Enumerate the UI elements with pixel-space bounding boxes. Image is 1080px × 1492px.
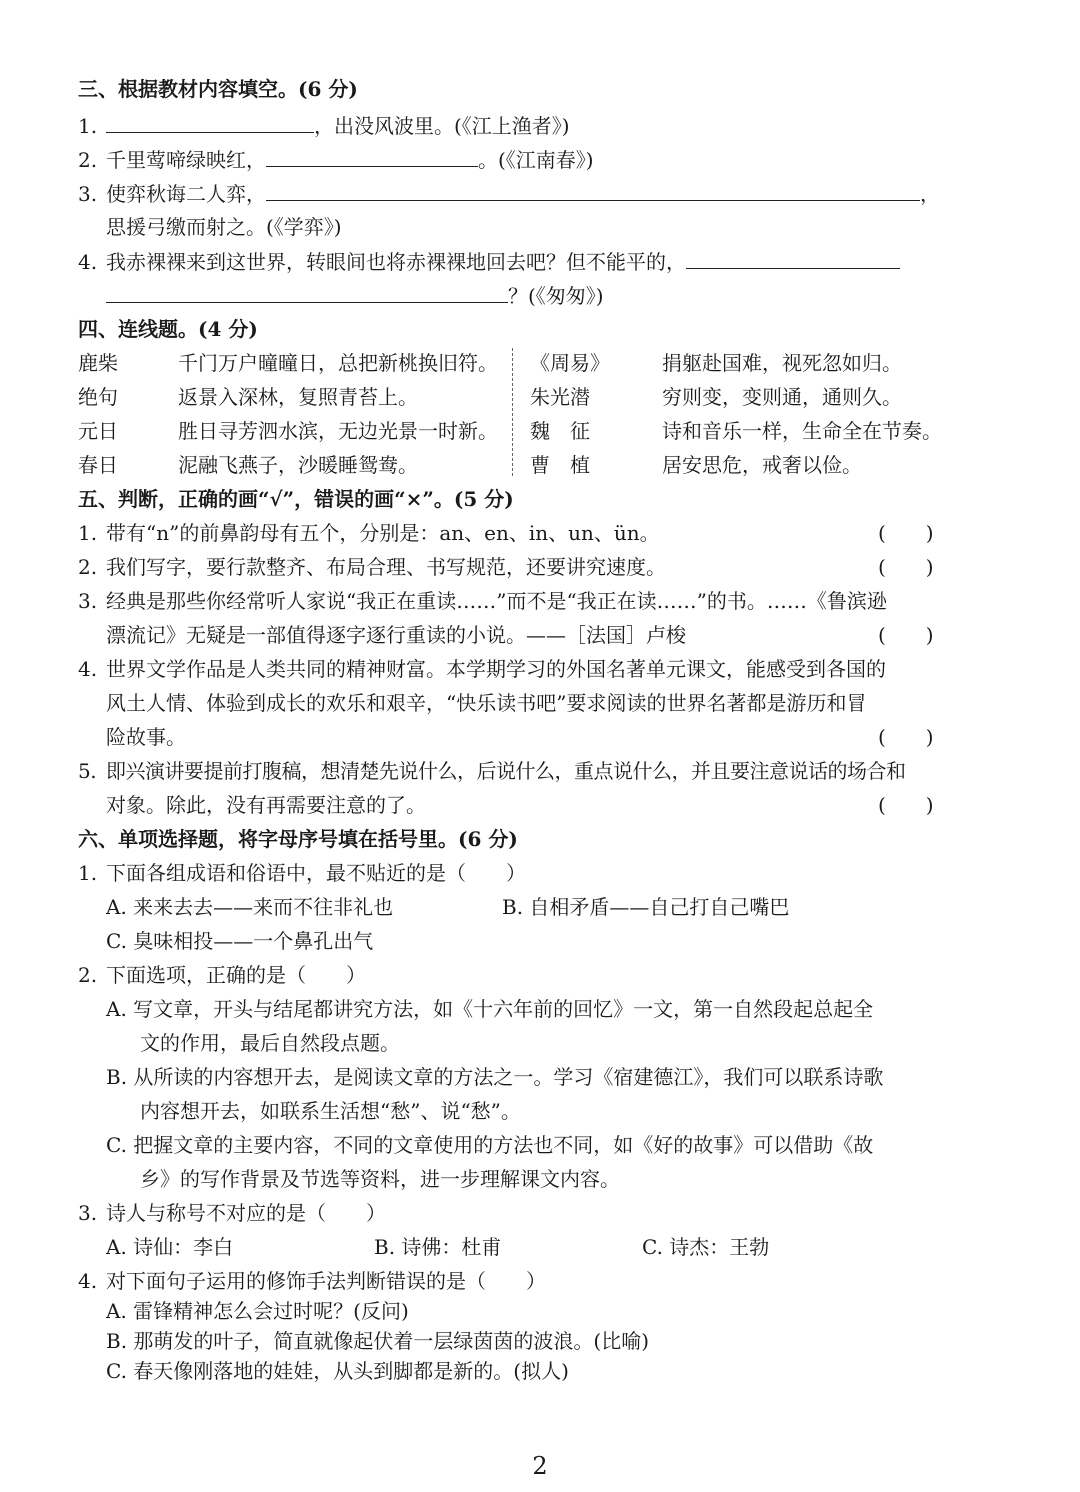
match-left-verse[interactable]: 返景入深林，复照青苔上。 xyxy=(178,385,418,409)
s3-question-4-line2: ？(《匆匆》) xyxy=(106,280,604,311)
s3-question-4: 4. 我赤裸裸来到这世界，转眼间也将赤裸裸地回去吧？但不能平的， xyxy=(78,246,900,277)
s3-question-3-line2: 思援弓缴而射之。(《学弈》) xyxy=(106,215,342,239)
judge-item-3-line2: 漂流记》无疑是一部值得逐字逐行重读的小说。——［法国］卢梭 xyxy=(106,623,686,647)
judge-item-5: 5. 即兴演讲要提前打腹稿，想清楚先说什么，后说什么，重点说什么，并且要注意说话的场合和 xyxy=(78,759,906,783)
match-right-quote[interactable]: 穷则变，变则通，通则久。 xyxy=(662,385,902,409)
fill-blank[interactable] xyxy=(266,144,478,167)
judge-item-3: 3. 经典是那些你经常听人家说“我正在重读……”而不是“我正在读……”的书。……《鲁滨逊 xyxy=(78,589,887,613)
match-left-verse[interactable]: 千门万户曈曈日，总把新桃换旧符。 xyxy=(178,351,498,375)
match-right-quote[interactable]: 捐躯赴国难，视死忽如归。 xyxy=(662,351,902,375)
match-left-term[interactable]: 绝句 xyxy=(78,385,118,409)
option-a[interactable]: A. 诗仙：李白 xyxy=(106,1235,234,1259)
s3-question-3: 3. 使弈秋诲二人弈， ， xyxy=(78,178,940,209)
option-c[interactable]: C. 把握文章的主要内容，不同的文章使用的方法也不同，如《好的故事》可以借助《故 xyxy=(106,1133,874,1157)
match-left-term[interactable]: 鹿柴 xyxy=(78,351,118,375)
match-right-quote[interactable]: 诗和音乐一样，生命全在节奏。 xyxy=(662,419,942,443)
choice-question-3: 3. 诗人与称号不对应的是（ ） xyxy=(78,1201,386,1225)
match-right-source[interactable]: 魏 征 xyxy=(530,419,590,443)
judge-item-4-line2: 风土人情、体验到成长的欢乐和艰辛，“快乐读书吧”要求阅读的世界名著都是游历和冒 xyxy=(106,691,867,715)
match-left-verse[interactable]: 胜日寻芳泗水滨，无边光景一时新。 xyxy=(178,419,498,443)
fill-blank[interactable] xyxy=(106,110,314,133)
match-right-source[interactable]: 曹 植 xyxy=(530,453,590,477)
section-5-heading: 五、判断，正确的画“√”，错误的画“×”。(5 分) xyxy=(78,487,514,511)
section-3-heading: 三、根据教材内容填空。(6 分) xyxy=(78,77,358,101)
answer-paren[interactable]: ( ) xyxy=(878,521,934,545)
option-b[interactable]: B. 从所读的内容想开去，是阅读文章的方法之一。学习《宿建德江》，我们可以联系诗歌 xyxy=(106,1065,884,1089)
option-c-line2: 乡》的写作背景及节选等资料，进一步理解课文内容。 xyxy=(140,1167,620,1191)
answer-paren[interactable]: ( ) xyxy=(878,725,934,749)
answer-paren[interactable]: ( ) xyxy=(878,555,934,579)
match-left-verse[interactable]: 泥融飞燕子，沙暖睡鸳鸯。 xyxy=(178,453,418,477)
option-a-line2: 文的作用，最后自然段点题。 xyxy=(140,1031,400,1055)
match-left-term[interactable]: 春日 xyxy=(78,453,118,477)
choice-question-2: 2. 下面选项，正确的是（ ） xyxy=(78,963,366,987)
s3-question-2: 2. 千里莺啼绿映红， 。(《江南春》) xyxy=(78,144,594,175)
page-number: 2 xyxy=(532,1452,548,1480)
section-4-heading: 四、连线题。(4 分) xyxy=(78,317,258,341)
option-a[interactable]: A. 写文章，开头与结尾都讲究方法，如《十六年前的回忆》一文，第一自然段起总起全 xyxy=(106,997,874,1021)
judge-item-4: 4. 世界文学作品是人类共同的精神财富。本学期学习的外国名著单元课文，能感受到各国的 xyxy=(78,657,886,681)
option-c[interactable]: C. 春天像刚落地的娃娃，从头到脚都是新的。(拟人) xyxy=(106,1359,569,1383)
answer-paren[interactable]: ( ) xyxy=(878,793,934,817)
section-6-heading: 六、单项选择题，将字母序号填在括号里。(6 分) xyxy=(78,827,518,851)
answer-paren[interactable]: ( ) xyxy=(878,623,934,647)
match-left-term[interactable]: 元日 xyxy=(78,419,118,443)
judge-item-4-line3: 险故事。 xyxy=(106,725,186,749)
s3-question-1: 1. ，出没风波里。(《江上渔者》) xyxy=(78,110,570,141)
choice-question-4: 4. 对下面句子运用的修饰手法判断错误的是（ ） xyxy=(78,1269,546,1293)
option-b-line2: 内容想开去，如联系生活想“愁”、说“愁”。 xyxy=(140,1099,521,1123)
judge-item-5-line2: 对象。除此，没有再需要注意的了。 xyxy=(106,793,426,817)
choice-question-1: 1. 下面各组成语和俗语中，最不贴近的是（ ） xyxy=(78,861,526,885)
match-right-source[interactable]: 朱光潜 xyxy=(530,385,590,409)
fill-blank[interactable] xyxy=(106,280,508,303)
option-b[interactable]: B. 那萌发的叶子，简直就像起伏着一层绿茵茵的波浪。(比喻) xyxy=(106,1329,650,1353)
column-divider xyxy=(512,348,513,476)
option-b[interactable]: B. 自相矛盾——自己打自己嘴巴 xyxy=(502,895,790,919)
match-right-source[interactable]: 《周易》 xyxy=(530,351,610,375)
judge-item-1: 1. 带有“n”的前鼻韵母有五个，分别是：an、en、in、un、ün。 xyxy=(78,521,660,545)
fill-blank[interactable] xyxy=(686,246,900,269)
fill-blank[interactable] xyxy=(266,178,920,201)
option-a[interactable]: A. 雷锋精神怎么会过时呢？(反问) xyxy=(106,1299,409,1323)
option-b[interactable]: B. 诗佛：杜甫 xyxy=(374,1235,502,1259)
option-c[interactable]: C. 诗杰：王勃 xyxy=(642,1235,770,1259)
option-a[interactable]: A. 来来去去——来而不往非礼也 xyxy=(106,895,394,919)
option-c[interactable]: C. 臭味相投——一个鼻孔出气 xyxy=(106,929,374,953)
match-right-quote[interactable]: 居安思危，戒奢以俭。 xyxy=(662,453,862,477)
judge-item-2: 2. 我们写字，要行款整齐、布局合理、书写规范，还要讲究速度。 xyxy=(78,555,666,579)
